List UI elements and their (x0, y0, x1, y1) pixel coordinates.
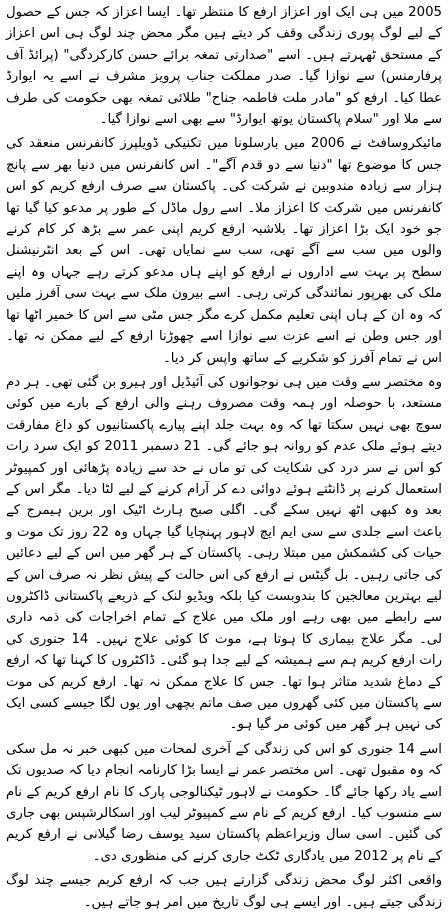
article-paragraph-4: اسے 14 جنوری کو اس کی زندگی کے آخری لمحات میں کبھی خبر نہ مل سکی کہ وہ مقبول تھی۔ اس مختصر عمر نے ایسا بڑا کارنامہ انجام دیا کہ صدیوں تک اسے یاد رکھا جائے گا۔ حکومت نے لاہور ٹیکنالوجی پارک کا نام ارفع کریم کے نام سے منسوب کیا۔ ارفع کریم کے نام سے کمپیوٹر لیب اور اسکالرشپس بھی جاری کی گئیں۔ اسی سال وزیراعظم پاکستان سید یوسف رضا گیلانی نے ارفع کریم کے نام پر 2012 میں یادگاری ٹکٹ جاری کرنے کی منظوری دی۔ (6, 741, 442, 864)
article-paragraph-5: واقعی اکثر لوگ محض زندگی گزارتے ہیں جب کہ ارفع کریم جیسے چند لوگ زندگی جیتے ہیں۔ اور ایسے ہی لوگ تاریخ میں امر ہو جاتے ہیں۔ (6, 873, 442, 910)
article-paragraph-1: 2005 میں ہی ایک اور اعزاز ارفع کا منتظر تھا۔ ایسا اعزاز کہ جس کے حصول کے لیے لوگ پوری زندگی وقف کر دیتے ہیں مگر محض چند لوگ ہی اس اعزاز کے مستحق ٹھہرتے ہیں۔ اسے "صدارتی تمغہ برائے حسن کارکردگی" (پرائڈ آف پرفارمنس) سے نوازا گیا۔ صدر مملکت جناب پرویز مشرف نے اسے یہ ایوارڈ عطا کیا۔ ارفع کو "مادر ملت فاطمہ جناح" طلائی تمغہ بھی حکومت کی طرف سے ملا اور "سلام پاکستان یوتھ ایوارڈ" سے بھی اسے نوازا گیا۔ (6, 5, 442, 128)
article-body (6, 2, 442, 913)
article-paragraph-2: مائیکروسافٹ نے 2006 میں بارسلونا میں تکنیکی ڈویلپرز کانفرنس منعقد کی جس کا موضوع تھا "دنیا سے دو قدم آگے"۔ اس کانفرنس میں دنیا بھر سے پانچ ہزار سے زیادہ مندوبین نے شرکت کی۔ پاکستان سے صرف ارفع کریم کو اس کانفرنس میں شرکت کا اعزاز ملا۔ اسے رول ماڈل کے طور پر مدعو کیا گیا تھا جو خود ایک بڑا اعزاز تھا۔ بلاشبہ ارفع کریم اپنی عمر سے بڑھ کر کام کرنے والوں میں سب سے آگے تھی، سب سے نمایاں تھی۔ اس کے بعد انٹرنیشنل سطح پر بہت سے اداروں نے ارفع کو اپنے ہاں مدعو کرتے رہے جہاں وہ اپنے ملک کی بھرپور نمائندگی کرتی رہی۔ اسے بیرون ملک سے بہت سی آفرز ملیں کہ وہ ان کے ہاں اپنی تعلیم مکمل کرے مگر جس مٹی سے اس کا خمیر اٹھا تھا اور جس وطن نے اسے عزت سے نوازا اسے چھوڑنا ارفع کے لیے ممکن نہ تھا۔ اس نے تمام آفرز کو شکریے کے ساتھ واپس کر دیا۔ (6, 136, 442, 366)
article-paragraph-3: وہ مختصر سے وقت میں ہی نوجوانوں کی آئیڈیل اور ہیرو بن گئی تھی۔ ہر دم مستعد، با حوصلہ اور ہمہ وقت مصروف رہنے والی ارفع کے بارے میں کوئی سوچ بھی نہیں سکتا تھا کہ وہ بہت جلد اپنے پیارے پاکستانیوں کو داغ مفارقت دیتے ہوئے ملک عدم کو روانہ ہو جائے گی۔ 21 دسمبر 2011 کو ایک سرد رات کو اس نے سر درد کی شکایت کی تو ماں نے حد سے زیادہ پڑھائی اور کمپیوٹر استعمال کرنے پر ڈانٹتے ہوئے دوائی دے کر آرام کرنے کے لیے لٹا دیا۔ مگر اس کے بعد وہ کبھی اٹھ نہیں سکے گی۔ اگلی صبح ہارٹ اٹیک اور برین ہیمرج کے باعث اسے جلدی سے سی ایم ایچ لاہور پہنچایا گیا جہاں وہ 22 روز تک موت و حیات کی کشمکش میں مبتلا رہی۔ پاکستان کے ہر گھر میں اس کے لیے دعائیں کی جاتی رہیں۔ بل گیٹس نے ارفع کی اس حالت کے پیش نظر نہ صرف اس کے لیے بہترین معالجین کا بندوبست کیا بلکہ ویڈیو لنک کے ذریعے پاکستانی ڈاکٹروں سے رابطے میں بھی رہے اور ملک میں علاج کے تمام اخراجات کی ذمہ داری لی۔ مگر علاج بیماری کا ہوتا ہے، موت کا کوئی علاج نہیں۔ 14 جنوری کی رات ارفع کریم ہم سے ہمیشہ کے لیے جدا ہو گئی۔ ڈاکٹروں کا کہنا تھا کہ ارفع کے دماغ شدید متاثر ہوا تھا۔ جس کا علاج ممکن نہ تھا۔ ارفع کریم کی موت سے پاکستان میں کئی گھروں میں صف ماتم بچھی اور یوں لگا جیسے کسی ایک کی نہیں ہر گھر میں کوئی مر گیا ہو۔ (6, 374, 443, 733)
